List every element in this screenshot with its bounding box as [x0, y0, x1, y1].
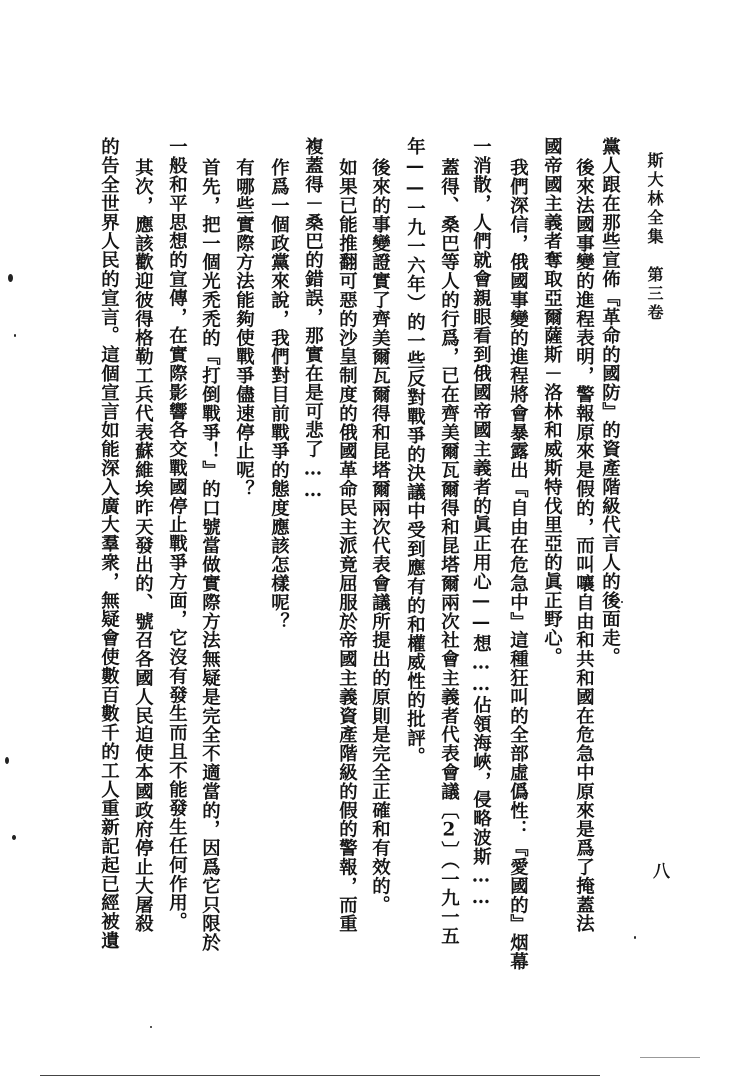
scan-speck [621, 601, 623, 603]
text-column: 國帝國主義者奪取亞爾薩斯－洛林和威斯特伐里亞的眞正野心。 [541, 137, 563, 667]
text-column: 後來法國事變的進程表明，警報原來是假的，而叫嚷自由和共和國在危急中原來是爲了掩蓋法 [573, 158, 595, 933]
text-column: 其次，應該歡迎彼得格勒工兵代表蘇維埃昨天發出的、號召各國人民迫使本國政府停止大屠殺 [132, 158, 154, 933]
scan-speck [634, 936, 636, 939]
running-title: 斯大林全集 第三卷 [645, 152, 664, 323]
bottom-rule [40, 1075, 600, 1076]
text-column: 作爲一個政黨來說，我們對目前戰爭的態度應該怎樣呢？ [268, 158, 290, 631]
bottom-rule-dashed [640, 1057, 700, 1058]
text-column: 一般和平思想的宣傳，在實際影響各交戰國停止戰爭方面，它沒有發生而且不能發生任何作用。 [166, 137, 188, 931]
text-column: 蓋得、桑巴等人的行爲，已在齊美爾瓦爾得和昆塔爾兩次社會主義者代表會議〔2〕（一九一五 [438, 158, 460, 946]
page-number: 八 [649, 862, 669, 879]
text-column: 年——一九一六年）的一些反對戰爭的決議中受到應有的和權威性的批評。 [404, 137, 426, 766]
text-column: 有哪些實際方法能夠使戰爭儘速停止呢？ [233, 158, 255, 499]
text-column: 一消散，人們就會親眼看到俄國帝國主義者的眞正用心——想……佔領海峽，侵略波斯…… [470, 137, 492, 909]
text-column: 後來的事變證實了齊美爾瓦爾得和昆塔爾兩次代表會議所提出的原則是完全正確和有效的。 [369, 158, 391, 914]
scan-speck [150, 1026, 152, 1028]
text-column: 的告全世界人民的宣言。這個宣言如能深入廣大羣衆，無疑會使數百數千的工人重新記起已經被遺 [98, 137, 120, 950]
scan-speck [14, 334, 16, 337]
scan-speck [12, 835, 16, 840]
text-column: 如果已能推翻可惡的沙皇制度的俄國革命民主派竟屈服於帝國主義資產階級的假的警報，而重 [336, 158, 358, 933]
text-column: 我們深信，俄國事變的進程將會暴露出『自由在危急中』這種狂叫的全部虛僞性：『愛國的』烟幕 [507, 158, 529, 971]
text-column: 黨人跟在那些宣佈『革命的國防』的資產階級代言人的後面走。 [599, 137, 621, 667]
scan-speck [5, 757, 9, 764]
text-column: 首先，把一個光禿禿的『打倒戰爭！』的口號當做實際方法無疑是完全不適當的，因爲它只限於 [199, 158, 221, 952]
text-column: 複蓋得－桑巴的錯誤，那實在是可悲了…… [302, 137, 324, 502]
scan-speck [8, 274, 13, 282]
